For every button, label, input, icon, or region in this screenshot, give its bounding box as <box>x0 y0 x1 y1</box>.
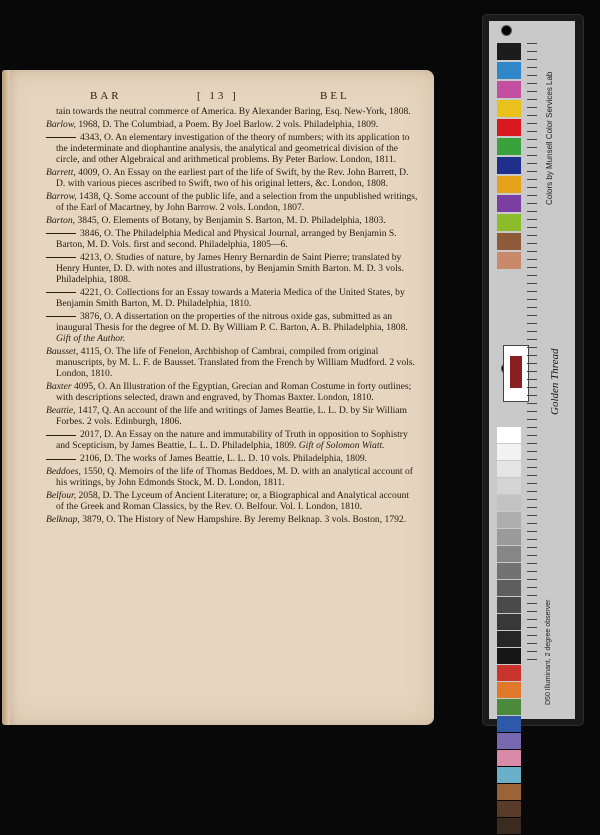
gray-patch <box>497 614 521 630</box>
entry-text: 4343, O. An elementary investigation of the theory of numbers; with its application to the indeterminate and diophantine analysis, the analytical and geometrical division of the circle, and other Algebraical and arithmetical problems. By Peter Barlow. London, 1811. <box>56 131 410 165</box>
color-patch <box>497 81 521 98</box>
catalog-entry <box>46 346 418 380</box>
entry-text: 2106, D. The works of James Beattie, L. L. D. 10 vols. Philadelphia, 1809. <box>80 453 368 465</box>
gray-patch <box>497 648 521 664</box>
color-patch <box>497 100 521 117</box>
catalog-entry <box>46 429 418 451</box>
gray-patch <box>497 818 521 834</box>
catalog-entry <box>46 119 418 130</box>
author-name: Barrett, <box>46 166 76 178</box>
ditto-dash <box>46 137 76 138</box>
color-patch <box>497 119 521 136</box>
color-patches <box>497 43 521 271</box>
author-name: Bausset, <box>46 346 79 357</box>
book-page <box>2 70 434 725</box>
color-patch <box>497 176 521 193</box>
gray-patch <box>497 784 521 800</box>
ditto-dash <box>46 233 76 234</box>
page-gutter <box>2 70 10 725</box>
gift-note: Gift of the Author. <box>56 333 126 345</box>
catalog-entry <box>46 215 418 226</box>
entry-text: 4115, O. The life of Fenelon, Archbishop of Cambrai, compiled from original manuscripts, by M. L. F. de Bausset. Translated from the French by William Mudford. 2 vols. London, 1810. <box>56 346 415 380</box>
author-name: Belknap, <box>46 514 80 525</box>
ditto-dash <box>46 257 76 258</box>
gray-patch <box>497 563 521 579</box>
color-patch <box>497 157 521 174</box>
entry-text: 3876, O. A dissertation on the properties of the nitrous oxide gas, submitted as an inaugural Thesis for the degree of M. D. By William P. C. Barton, A. B. Philadelphia, 1808. <box>56 310 408 333</box>
entry-text: 1438, Q. Some account of the public life, and a selection from the unpublished writings, of the Earl of Macartney, by John Barrow. 2 vols. London, 1807. <box>56 190 418 213</box>
entry-text: 1968, D. The Columbiad, a Poem. By Joel Barlow. 2 vols. Philadelphia, 1809. <box>78 118 379 130</box>
gray-patch <box>497 461 521 477</box>
color-patch <box>497 43 521 60</box>
catalog-entry <box>46 466 418 488</box>
gray-patch <box>497 580 521 596</box>
gray-patch <box>497 478 521 494</box>
page-number: [ 13 ] <box>197 90 239 102</box>
gray-patch <box>497 427 521 443</box>
entry-text: 1550, Q. Memoirs of the life of Thomas Beddoes, M. D. with an analytical account of his writings, by John Edmonds Stock, M. D. London, 1811. <box>56 466 413 489</box>
entry-text: 3846, O. The Philadelphia Medical and Physical Journal, arranged by Benjamin S. Barton, M. D. Vols. first and second. Philadelphia, 1805—6. <box>56 227 397 250</box>
ditto-dash <box>46 316 76 317</box>
gray-patch <box>497 767 521 783</box>
entry-text: 4095, O. An Illustration of the Egyptian, Grecian and Roman Costume in forty outlines; with descriptions selected, drawn and engraved, by Thomas Baxter. London, 1810. <box>56 381 412 404</box>
entry-text: 2017, D. An Essay on the nature and immutability of Truth in opposition to Sophistry and Scepticism, by James Beattie, L. L. D. Philadelphia, 1809. <box>56 429 408 452</box>
gray-patch <box>497 733 521 749</box>
gray-patch <box>497 801 521 817</box>
mounting-hole-top <box>501 25 512 36</box>
color-patch <box>497 62 521 79</box>
running-header <box>2 90 434 106</box>
brand-label: Golden Thread <box>549 348 561 415</box>
entry-text: 3845, O. Elements of Botany, by Benjamin S. Barton, M. D. Philadelphia, 1803. <box>77 214 386 226</box>
gray-patch <box>497 682 521 698</box>
gray-patch <box>497 597 521 613</box>
header-right: BEL <box>320 90 350 102</box>
catalog-entry <box>46 514 418 525</box>
author-name: Barton, <box>46 214 76 226</box>
catalog-entry <box>46 132 418 166</box>
entry-text: 4221, O. Collections for an Essay towards a Materia Medica of the United States, by Benjamin Smith Barton, M. D. Philadelphia, 1810. <box>56 286 405 309</box>
gray-patch <box>497 512 521 528</box>
gray-patch <box>497 444 521 460</box>
color-patch <box>497 252 521 269</box>
catalog-entry <box>46 252 418 286</box>
entry-text: 4213, O. Studies of nature, by James Henry Bernardin de Saint Pierre; translated by Henry Hunter, D. D. with notes and illustrations, by Benjamin Smith Barton. M. D. 3 vols. Philadelphia, 1808. <box>56 251 404 285</box>
vendor-label: Colors by Munsell Color Services Lab <box>545 71 554 205</box>
gray-patch <box>497 631 521 647</box>
author-name: Barlow, <box>46 118 76 130</box>
gray-patch <box>497 495 521 511</box>
scale-ticks <box>527 43 537 663</box>
catalog-entry <box>46 381 418 403</box>
color-patch <box>497 214 521 231</box>
gift-note: Gift of Solomon Wiatt. <box>298 440 385 452</box>
gray-scale-patches <box>497 427 521 835</box>
author-name: Baxter <box>46 381 72 393</box>
catalog-entry <box>46 191 418 213</box>
catalog-entry <box>46 490 418 512</box>
entry-text: 1417, Q. An account of the life and writings of James Beattie, L. L. D. by Sir William Forbes. 2 vols. Edinburgh, 1806. <box>56 405 408 428</box>
gray-patch <box>497 699 521 715</box>
catalog-entries <box>46 106 418 527</box>
catalog-entry <box>46 228 418 250</box>
catalog-entry <box>46 287 418 309</box>
ditto-dash <box>46 435 76 436</box>
gray-patch <box>497 716 521 732</box>
catalog-entry <box>46 453 418 464</box>
illuminant-label: D50 Illuminant, 2 degree observer <box>545 599 552 705</box>
entry-text: 2058, D. The Lyceum of Ancient Literature; or, a Biographical and Analytical account of the Greek and Roman Classics, by the Rev. O. Belfour. Vol. I. London, 1810. <box>56 490 410 513</box>
gray-patch <box>497 750 521 766</box>
catalog-entry <box>46 311 418 345</box>
catalog-entry <box>46 106 418 117</box>
gray-patch <box>497 665 521 681</box>
color-patch <box>497 138 521 155</box>
catalog-entry <box>46 167 418 189</box>
target-logo <box>503 345 529 402</box>
color-patch <box>497 195 521 212</box>
catalog-entry <box>46 405 418 427</box>
entry-text: 4009, O. An Essay on the earliest part of the life of Swift, by the Rev. John Barrett, D. D. with various pieces ascribed to Swift, two of his original letters, &c. London, 1808. <box>56 166 409 189</box>
gray-patch <box>497 546 521 562</box>
color-patch <box>497 233 521 250</box>
ditto-dash <box>46 292 76 293</box>
entry-text: tain towards the neutral commerce of America. By Alexander Baring, Esq. New-York, 1808. <box>56 106 411 117</box>
header-left: BAR <box>90 90 122 102</box>
color-calibration-target <box>482 14 584 726</box>
entry-text: 3879, O. The History of New Hampshire. By Jeremy Belknap. 3 vols. Boston, 1792. <box>82 514 407 525</box>
author-name: Beddoes, <box>46 466 81 477</box>
author-name: Beattie, <box>46 405 76 417</box>
gray-patch <box>497 529 521 545</box>
ditto-dash <box>46 459 76 460</box>
author-name: Barrow, <box>46 190 77 202</box>
author-name: Belfour, <box>46 490 77 501</box>
